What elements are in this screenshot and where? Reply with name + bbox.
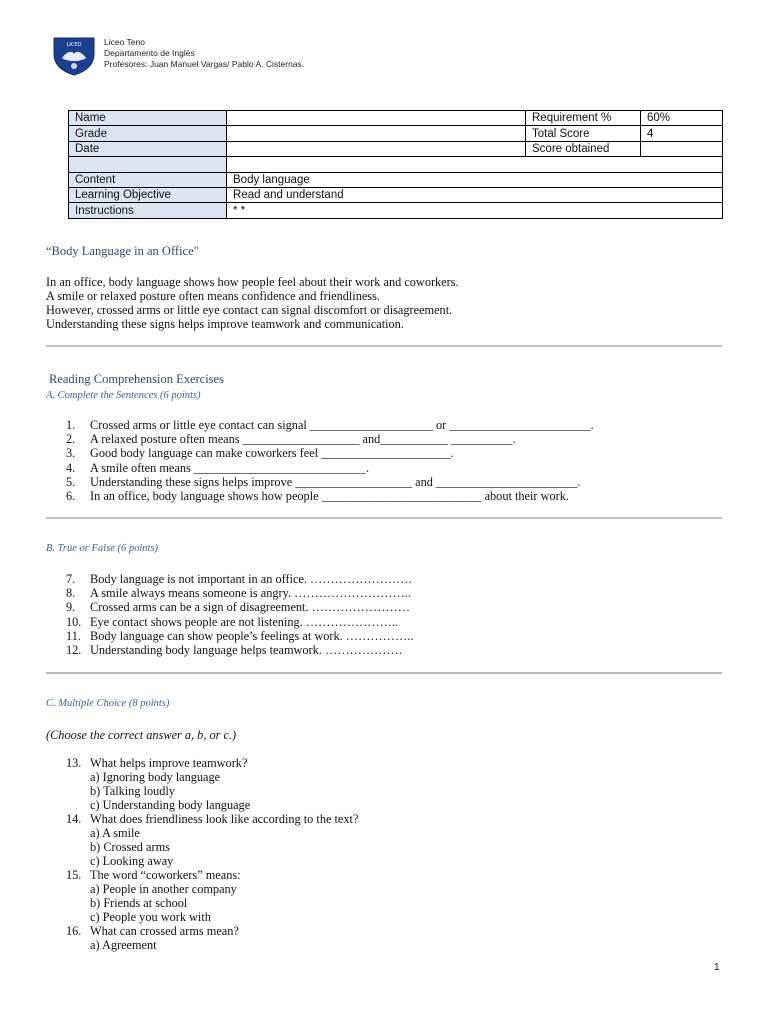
reading-title: “Body Language in an Office" (46, 244, 199, 258)
list-item: 5. Understanding these signs helps improve ___________________ and _______________________. (66, 474, 581, 489)
section-c-list (66, 756, 358, 952)
instructions-label: Instructions (69, 203, 227, 218)
list-item: 3. Good body language can make coworkers feel _____________________. (66, 446, 454, 461)
list-item: 7. Body language is not important in an office. ……………………. (66, 572, 412, 586)
list-item: 9. Crossed arms can be a sign of disagreement. …………………… (66, 600, 410, 615)
divider (46, 345, 722, 347)
question: 16. What can crossed arms mean? (66, 924, 239, 938)
answer-option: a) People in another company (90, 882, 237, 896)
answer-option: b) Friends at school (90, 896, 188, 910)
list-item: 10. Eye contact shows people are not listening. ………………….. (66, 614, 399, 629)
blank-label (69, 157, 227, 172)
list-item: 6. In an office, body language shows how people __________________________ about their work. (66, 489, 569, 504)
divider (46, 517, 722, 519)
requirement-label: Requirement % (526, 111, 641, 126)
answer-option: c) Understanding body language (90, 798, 251, 812)
answer-option: b) Crossed arms (90, 840, 170, 854)
school-name: Liceo Teno (104, 37, 145, 47)
section-a-list (66, 418, 594, 503)
answer-option: c) People you work with (90, 910, 211, 924)
score-obtained-field[interactable] (641, 141, 723, 156)
content-label: Content (69, 172, 227, 187)
list-item: 4. A smile often means ____________________________. (66, 460, 370, 475)
name-label: Name (69, 111, 227, 126)
section-a-title: A. Complete the Sentences (6 points) (46, 390, 201, 401)
section-b-list (66, 572, 413, 657)
section-c-instruction: (Choose the correct answer a, b, or c.) (46, 728, 237, 742)
reading-line: A smile or relaxed posture often means confidence and friendliness. (46, 289, 380, 303)
list-item: 11. Body language can show people’s feelings at work. …………….. (66, 628, 414, 643)
answer-option: a) Agreement (90, 938, 157, 952)
grade-field[interactable] (227, 126, 526, 141)
exercises-title: Reading Comprehension Exercises (49, 372, 224, 386)
list-item: 8. A smile always means someone is angry. ……………………….. (66, 586, 411, 601)
instructions-value: * * (227, 203, 723, 218)
logo-text: LICEO (66, 42, 82, 48)
department-name: Departamento de Inglés (104, 48, 195, 58)
teachers-line: Profesores: Juan Manuel Vargas/ Pablo A. Cisternas. (104, 59, 305, 69)
requirement-value: 60% (641, 111, 723, 126)
question: 13. What helps improve teamwork? (66, 756, 248, 770)
question: 15. The word “coworkers” means: (66, 868, 241, 882)
answer-option: a) A smile (90, 826, 140, 840)
grade-label: Grade (69, 126, 227, 141)
school-header (104, 37, 304, 70)
list-item: 1. Crossed arms or little eye contact can signal ____________________ or _______________________. (66, 418, 594, 432)
reading-line: Understanding these signs helps improve teamwork and communication. (46, 317, 404, 331)
content-value: Body language (227, 172, 723, 187)
section-b-title: B. True or False (6 points) (46, 543, 158, 554)
list-item: 2. A relaxed posture often means ___________________ and___________ __________. (66, 432, 516, 447)
answer-option: b) Talking loudly (90, 784, 175, 798)
page-number: 1 (714, 962, 720, 973)
answer-option: c) Looking away (90, 854, 174, 868)
blank-row (227, 157, 723, 172)
objective-label: Learning Objective (69, 187, 227, 202)
reading-line: In an office, body language shows how people feel about their work and coworkers. (46, 275, 459, 289)
answer-option: a) Ignoring body language (90, 770, 221, 784)
total-score-value: 4 (641, 126, 723, 141)
section-c-title: C. Multiple Choice (8 points) (46, 698, 170, 709)
total-score-label: Total Score (526, 126, 641, 141)
reading-text (46, 275, 459, 331)
question: 14. What does friendliness look like according to the text? (66, 812, 359, 826)
divider (46, 672, 722, 674)
list-item: 12. Understanding body language helps teamwork. ………………. (66, 643, 402, 658)
reading-line: However, crossed arms or little eye contact can signal discomfort or disagreement. (46, 303, 453, 317)
objective-value: Read and understand (227, 187, 723, 202)
score-obtained-label: Score obtained (526, 141, 641, 156)
school-logo (50, 36, 98, 76)
date-label: Date (69, 141, 227, 156)
date-field[interactable] (227, 141, 526, 156)
name-field[interactable] (227, 111, 526, 126)
student-info-table (68, 110, 723, 219)
